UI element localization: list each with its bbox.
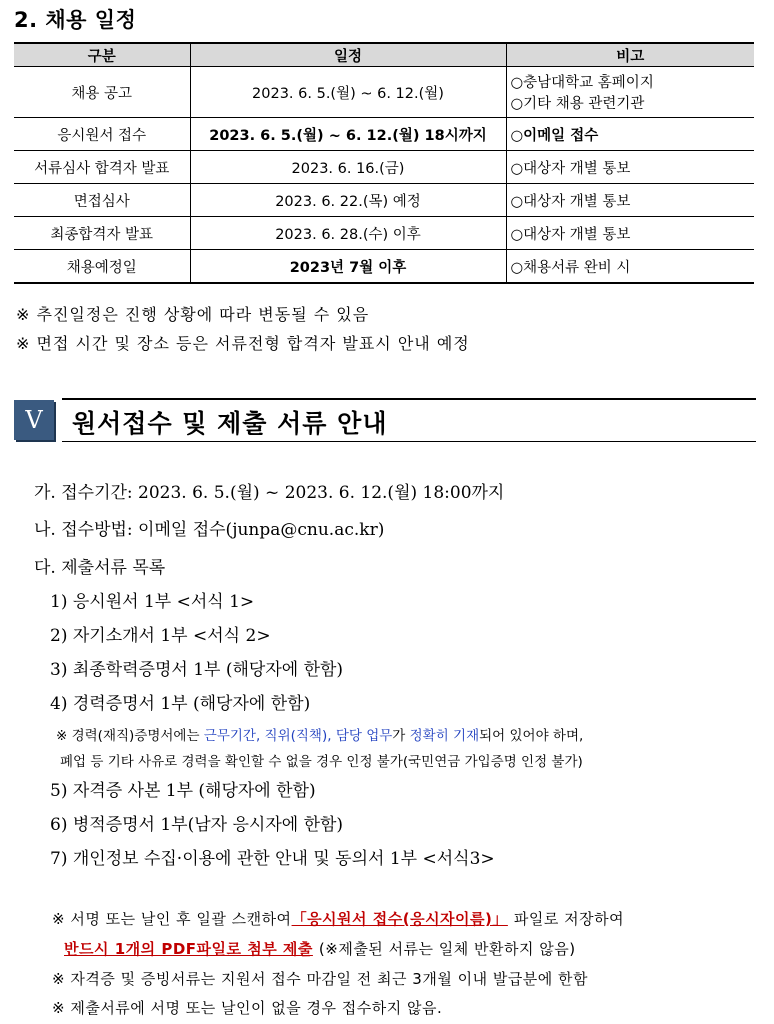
section-header [14,398,756,444]
career-note-text: ※ 경력(재직)증명서에는 [56,728,204,744]
table-header-row [14,43,754,67]
header-divider [62,398,756,400]
section-title: 2. 채용 일정 [14,8,137,32]
file-name-highlight: 「응시원서 접수(응시자이름)」 [291,910,508,928]
row-date: 2023. 6. 5.(월) ~ 6. 12.(월) 18시까지 [190,118,506,151]
row-date: 2023. 6. 16.(금) [190,151,506,184]
career-note-highlight: 근무기간, 직위(직책), 담당 업무 [203,728,393,744]
table-note: ※ 면접 시간 및 장소 등은 서류전형 합격자 발표시 안내 예정 [16,334,470,353]
final-note-text: ※ 서명 또는 날인 후 일괄 스캔하여 [52,910,292,928]
document-item: 6) 병적증명서 1부(남자 응시자에 한함) [50,815,344,835]
career-note-text: 가 [392,728,410,744]
final-note-line [52,908,624,929]
method-item: 나. 접수방법: 이메일 접수(junpa@cnu.ac.kr) [34,520,385,540]
document-item: 1) 응시원서 1부 <서식 1> [50,592,255,612]
header-schedule: 일정 [190,43,506,67]
row-remarks: ○대상자 개별 통보 [506,151,754,184]
career-note-text: 되어 있어야 하며, [479,728,584,744]
period-item: 가. 접수기간: 2023. 6. 5.(월) ~ 2023. 6. 12.(월) 18:00까지 [34,483,505,503]
row-category: 채용예정일 [14,250,190,284]
document-item: 3) 최종학력증명서 1부 (해당자에 한함) [50,660,344,680]
final-note-text: (※제출된 서류는 일체 반환하지 않음) [318,940,576,958]
section-heading: 원서접수 및 제출 서류 안내 [72,409,388,438]
row-category: 서류심사 합격자 발표 [14,151,190,184]
row-category: 채용 공고 [14,67,190,118]
row-remarks [506,67,754,118]
career-note-line: 폐업 등 기타 사유로 경력을 확인할 수 없을 경우 인정 불가(국민연금 가입증명 인정 불가) [60,754,583,770]
row-remarks: ○이메일 접수 [506,118,754,151]
career-note-highlight: 정확히 기재 [409,728,480,744]
row-category: 최종합격자 발표 [14,217,190,250]
row-date: 2023년 7월 이후 [190,250,506,284]
final-note-line [64,938,576,959]
row-date: 2023. 6. 22.(목) 예정 [190,184,506,217]
header-divider [62,441,756,442]
table-row [14,118,754,151]
pdf-requirement-highlight: 반드시 1개의 PDF파일로 첨부 제출 [64,940,313,958]
row-date: 2023. 6. 5.(월) ~ 6. 12.(월) [190,67,506,118]
table-row [14,67,754,118]
table-note: ※ 추진일정은 진행 상황에 따라 변동될 수 있음 [16,305,370,324]
schedule-table [14,42,754,284]
table-row [14,151,754,184]
document-item: 2) 자기소개서 1부 <서식 2> [50,626,271,646]
documents-heading: 다. 제출서류 목록 [34,558,166,578]
career-note-line [56,724,583,744]
row-category: 응시원서 접수 [14,118,190,151]
document-item: 7) 개인정보 수집·이용에 관한 안내 및 동의서 1부 <서식3> [50,849,495,869]
row-remarks: ○대상자 개별 통보 [506,184,754,217]
document-item: 4) 경력증명서 1부 (해당자에 한함) [50,694,311,714]
header-remarks: 비고 [506,43,754,67]
row-remarks: ○대상자 개별 통보 [506,217,754,250]
header-category: 구분 [14,43,190,67]
table-row [14,217,754,250]
row-date: 2023. 6. 28.(수) 이후 [190,217,506,250]
final-note-text: 파일로 저장하여 [513,910,625,928]
remark-line: ○기타 채용 관련기관 [510,96,645,112]
roman-numeral-badge: Ⅴ [14,400,54,440]
document-item: 5) 자격증 사본 1부 (해당자에 한함) [50,781,316,801]
row-category: 면접심사 [14,184,190,217]
final-note-line: ※ 자격증 및 증빙서류는 지원서 접수 마감일 전 최근 3개월 이내 발급분에 한함 [52,970,589,988]
table-row [14,184,754,217]
row-remarks: ○채용서류 완비 시 [506,250,754,284]
table-row [14,250,754,284]
remark-line: ○충남대학교 홈페이지 [510,75,654,91]
final-note-line: ※ 제출서류에 서명 또는 날인이 없을 경우 접수하지 않음. [52,999,443,1017]
